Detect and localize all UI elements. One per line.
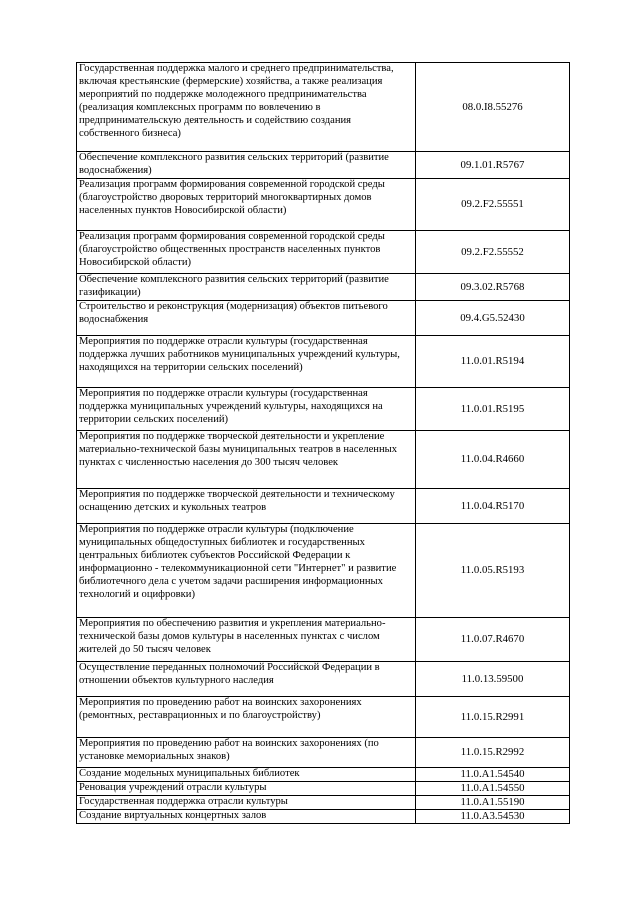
row-code: 09.4.G5.52430 [416, 301, 570, 336]
row-name: Мероприятия по поддержке творческой деятельности и техническому оснащению детских и кукольных театров [77, 489, 416, 524]
row-code: 08.0.I8.55276 [416, 63, 570, 152]
table-row [77, 274, 570, 301]
table-row [77, 768, 570, 782]
row-name: Мероприятия по поддержке отрасли культуры (подключение муниципальных общедоступных библиотек и государственных центральных библиотек субъектов Российской Федерации к информационно - телекоммуникационной сети "Интернет" и развитие библиотечного дела с учетом задачи расширения информационных технологий и оцифровки) [77, 524, 416, 618]
row-code: 11.0.04.R5170 [416, 489, 570, 524]
row-code: 11.0.15.R2992 [416, 738, 570, 768]
row-code: 11.0.13.59500 [416, 662, 570, 697]
table-row [77, 63, 570, 152]
table-row [77, 524, 570, 618]
table-row [77, 810, 570, 824]
table-row [77, 618, 570, 662]
row-name: Мероприятия по обеспечению развития и укрепления материально-технической базы домов культуры в населенных пунктах с числом жителей до 50 тысяч человек [77, 618, 416, 662]
table-row [77, 662, 570, 697]
row-code: 11.0.05.R5193 [416, 524, 570, 618]
table-row [77, 697, 570, 738]
row-name: Создание виртуальных концертных залов [77, 810, 416, 824]
row-code: 09.1.01.R5767 [416, 152, 570, 179]
row-name: Мероприятия по проведению работ на воинских захоронениях (ремонтных, реставрационных и по благоустройству) [77, 697, 416, 738]
row-code: 11.0.A1.55190 [416, 796, 570, 810]
table-row [77, 431, 570, 489]
row-code: 11.0.04.R4660 [416, 431, 570, 489]
row-name: Государственная поддержка отрасли культуры [77, 796, 416, 810]
table-row [77, 231, 570, 274]
row-name: Реализация программ формирования современной городской среды (благоустройство общественных пространств населенных пунктов Новосибирской области) [77, 231, 416, 274]
row-code: 11.0.01.R5195 [416, 388, 570, 431]
table-row [77, 738, 570, 768]
row-name: Мероприятия по поддержке отрасли культуры (государственная поддержка муниципальных учреждений культуры, находящихся на территории сельских поселений) [77, 388, 416, 431]
row-code: 11.0.15.R2991 [416, 697, 570, 738]
table-row [77, 179, 570, 231]
row-code: 11.0.07.R4670 [416, 618, 570, 662]
table-row [77, 336, 570, 388]
budget-code-table [76, 62, 570, 824]
row-name: Государственная поддержка малого и среднего предпринимательства, включая крестьянские (фермерские) хозяйства, а также реализация мероприятий по поддержке молодежного предпринимательства (реализация комплексных программ по вовлечению в предпринимательскую деятельность и содействию создания собственного бизнеса) [77, 63, 416, 152]
row-code: 09.2.F2.55552 [416, 231, 570, 274]
row-name: Мероприятия по поддержке отрасли культуры (государственная поддержка лучших работников муниципальных учреждений культуры, находящихся на территории сельских поселений) [77, 336, 416, 388]
row-code: 11.0.A1.54550 [416, 782, 570, 796]
row-name: Мероприятия по поддержке творческой деятельности и укрепление материально-технической базы муниципальных театров в населенных пунктах с численностью населения до 300 тысяч человек [77, 431, 416, 489]
row-name: Реновация учреждений отрасли культуры [77, 782, 416, 796]
table-row [77, 489, 570, 524]
table-row [77, 152, 570, 179]
row-code: 11.0.A3.54530 [416, 810, 570, 824]
row-code: 11.0.A1.54540 [416, 768, 570, 782]
table-row [77, 388, 570, 431]
row-name: Обеспечение комплексного развития сельских территорий (развитие водоснабжения) [77, 152, 416, 179]
row-code: 09.3.02.R5768 [416, 274, 570, 301]
row-name: Строительство и реконструкция (модернизация) объектов питьевого водоснабжения [77, 301, 416, 336]
row-code: 09.2.F2.55551 [416, 179, 570, 231]
row-name: Реализация программ формирования современной городской среды (благоустройство дворовых территорий многоквартирных домов населенных пунктов Новосибирской области) [77, 179, 416, 231]
row-name: Создание модельных муниципальных библиотек [77, 768, 416, 782]
row-name: Обеспечение комплексного развития сельских территорий (развитие газификации) [77, 274, 416, 301]
table-row [77, 301, 570, 336]
row-code: 11.0.01.R5194 [416, 336, 570, 388]
row-name: Мероприятия по проведению работ на воинских захоронениях (по установке мемориальных знаков) [77, 738, 416, 768]
row-name: Осуществление переданных полномочий Российской Федерации в отношении объектов культурного наследия [77, 662, 416, 697]
table-row [77, 782, 570, 796]
table-row [77, 796, 570, 810]
